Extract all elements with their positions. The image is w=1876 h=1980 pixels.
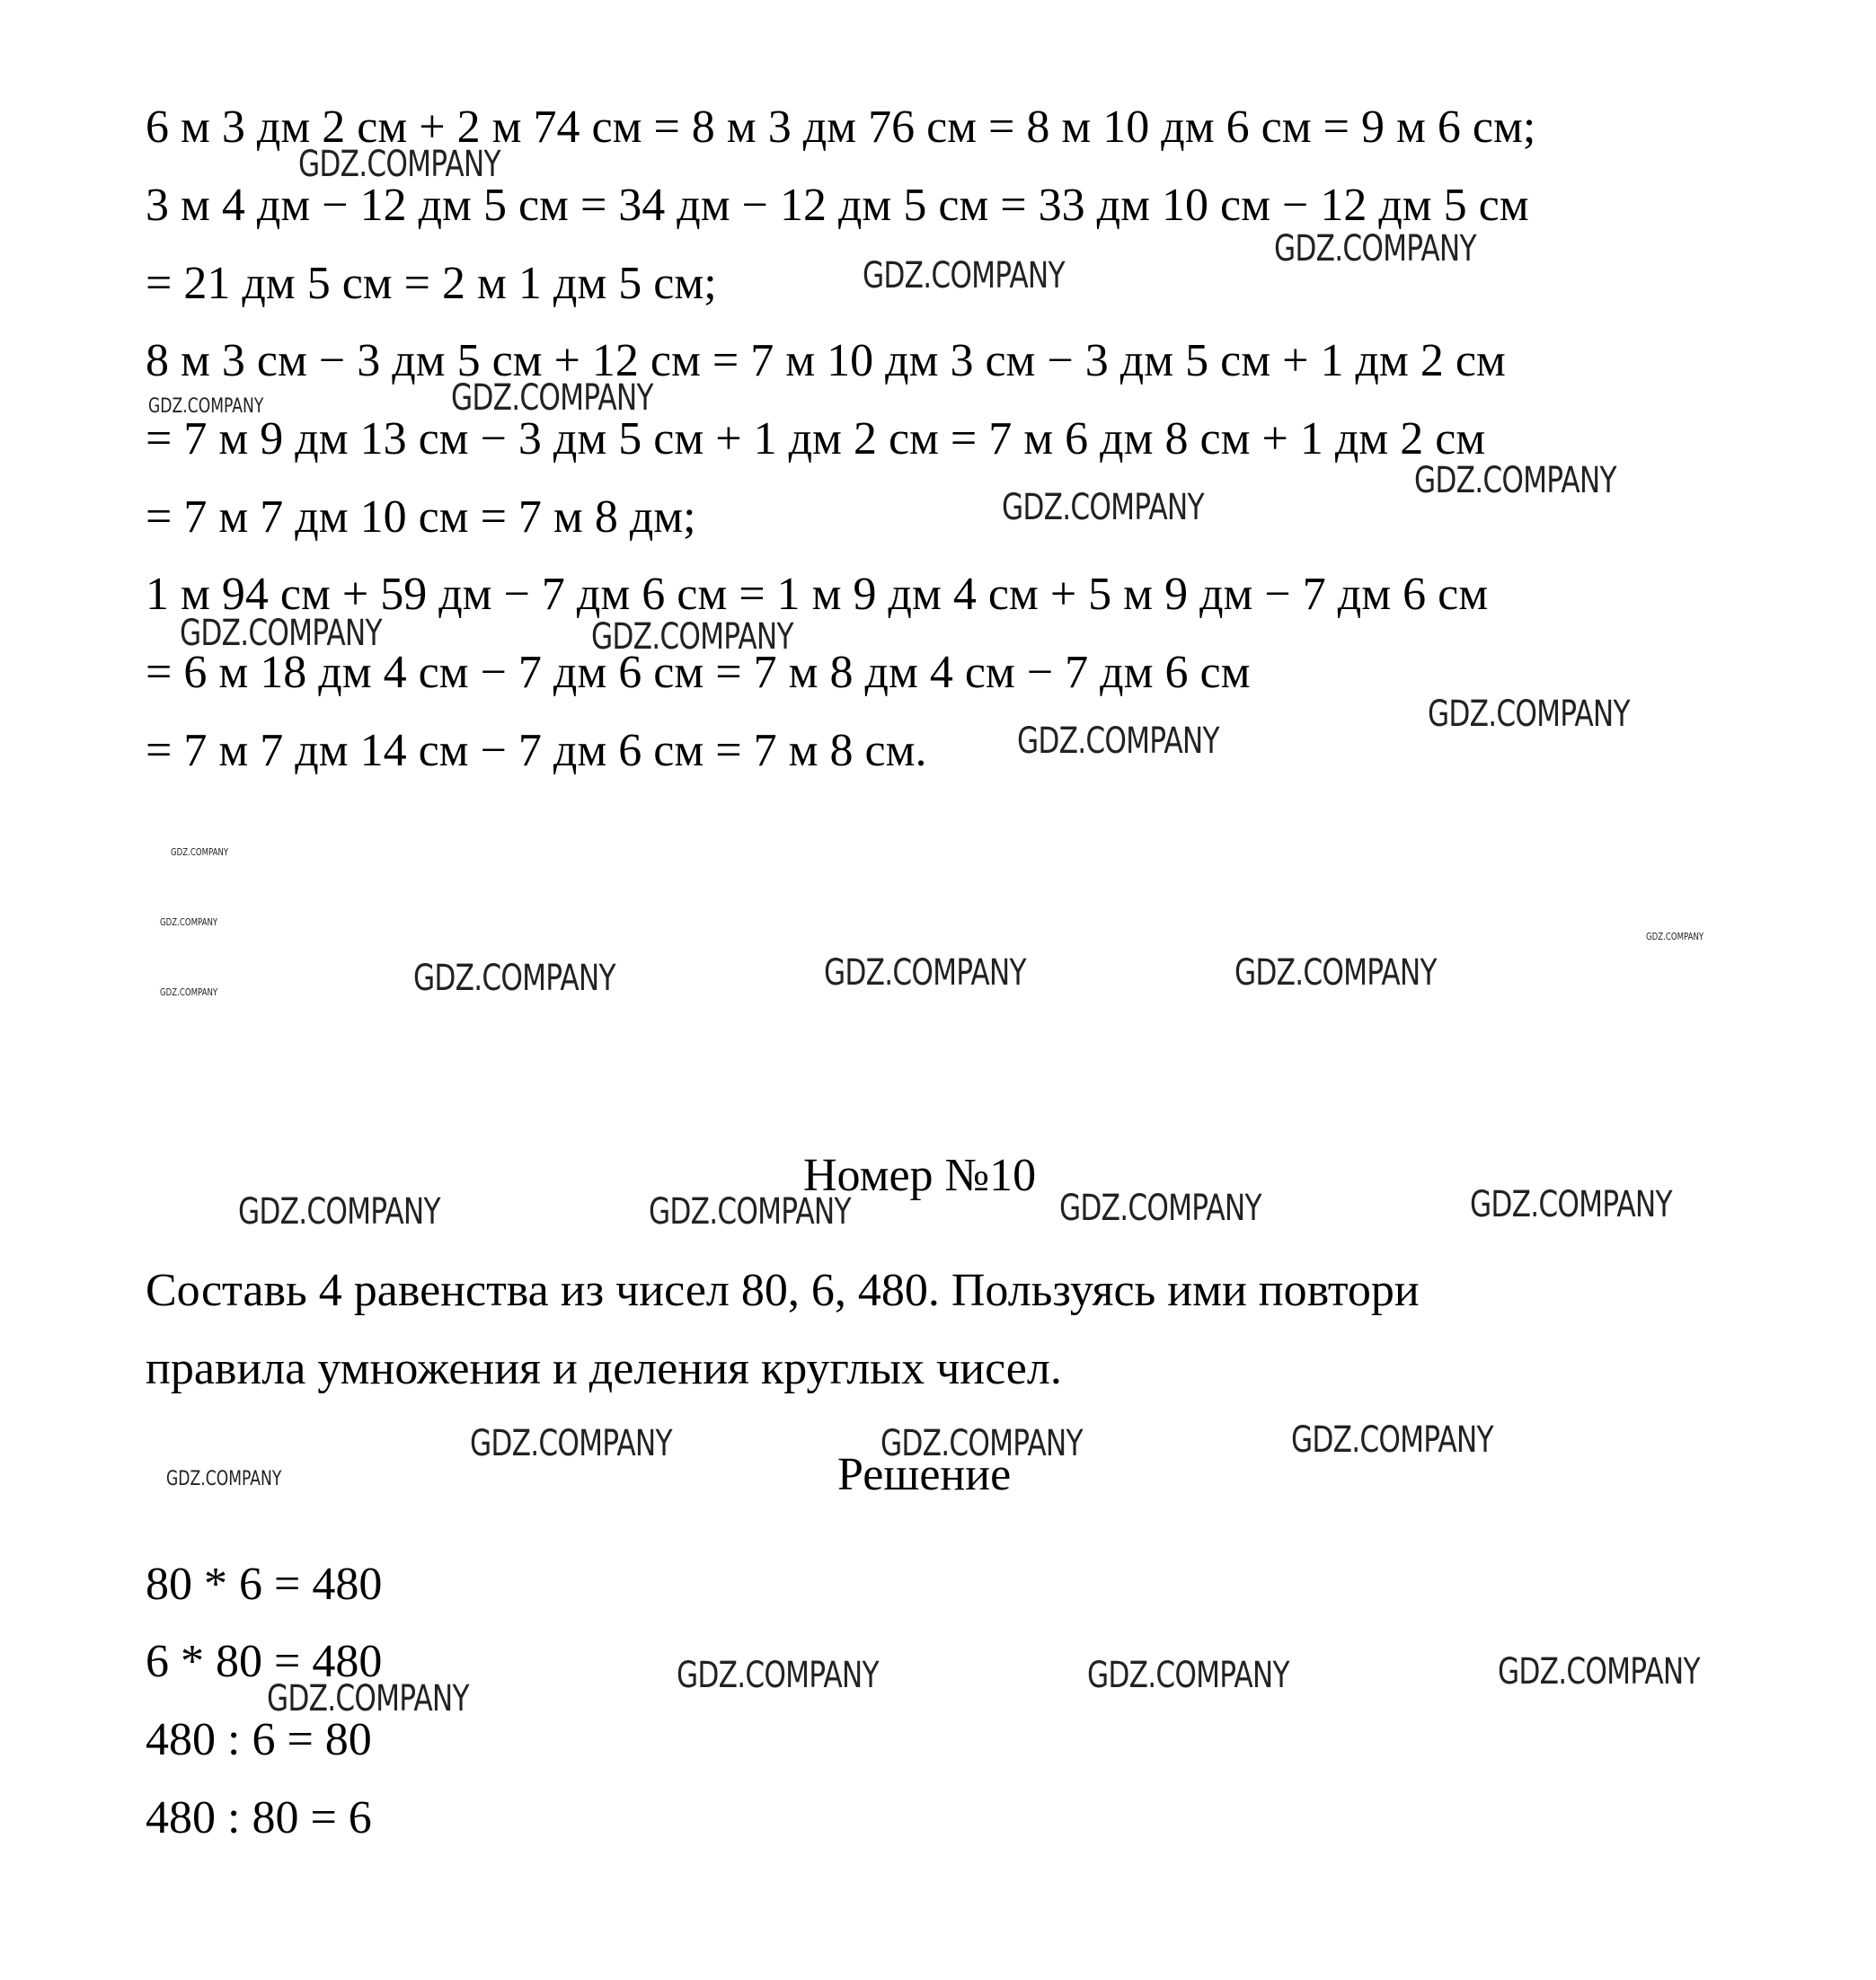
watermark: GDZ.COMPANY xyxy=(591,616,793,658)
watermark: GDZ.COMPANY xyxy=(1291,1419,1493,1461)
previous-solution-line: 1 м 94 см + 59 дм − 7 дм 6 см = 1 м 9 дм 4 см + 5 м 9 дм − 7 дм 6 см xyxy=(146,569,1489,620)
watermark: GDZ.COMPANY xyxy=(1414,460,1616,501)
previous-solution-line: = 7 м 7 дм 10 см = 7 м 8 дм; xyxy=(146,491,696,543)
watermark: GDZ.COMPANY xyxy=(824,952,1026,994)
watermark: GDZ.COMPANY xyxy=(451,377,653,419)
solution-line: 480 : 6 = 80 xyxy=(146,1714,372,1765)
previous-solution-line: 6 м 3 дм 2 см + 2 м 74 см = 8 м 3 дм 76 см = 8 м 10 дм 6 см = 9 м 6 см; xyxy=(146,102,1536,153)
watermark: GDZ.COMPANY xyxy=(148,395,264,418)
previous-solution-line: 3 м 4 дм − 12 дм 5 см = 34 дм − 12 дм 5 см = 33 дм 10 см − 12 дм 5 см xyxy=(146,180,1529,231)
watermark: GDZ.COMPANY xyxy=(1428,694,1630,735)
watermark: GDZ.COMPANY xyxy=(166,1468,282,1490)
watermark: GDZ.COMPANY xyxy=(1234,952,1437,994)
previous-solution-line: = 7 м 9 дм 13 см − 3 дм 5 см + 1 дм 2 см = 7 м 6 дм 8 см + 1 дм 2 см xyxy=(146,413,1486,464)
solution-heading: Решение xyxy=(837,1449,1012,1500)
watermark: GDZ.COMPANY xyxy=(1470,1184,1672,1225)
previous-solution-line: = 21 дм 5 см = 2 м 1 дм 5 см; xyxy=(146,258,717,309)
watermark: GDZ.COMPANY xyxy=(1646,931,1704,942)
watermark: GDZ.COMPANY xyxy=(267,1678,469,1719)
watermark: GDZ.COMPANY xyxy=(413,958,615,999)
watermark: GDZ.COMPANY xyxy=(1017,720,1219,762)
solution-line: 480 : 80 = 6 xyxy=(146,1792,372,1843)
watermark: GDZ.COMPANY xyxy=(1002,487,1204,528)
task-text-line: Составь 4 равенства из чисел 80, 6, 480. Пользуясь ими повтори xyxy=(146,1265,1420,1316)
task-text-line: правила умножения и деления круглых чисел. xyxy=(146,1343,1062,1394)
previous-solution-line: 8 м 3 см − 3 дм 5 см + 12 см = 7 м 10 дм 3 см − 3 дм 5 см + 1 дм 2 см xyxy=(146,335,1506,386)
watermark: GDZ.COMPANY xyxy=(238,1191,440,1233)
solution-line: 6 * 80 = 480 xyxy=(146,1636,383,1687)
watermark: GDZ.COMPANY xyxy=(298,144,500,185)
watermark: GDZ.COMPANY xyxy=(160,916,218,928)
task-heading: Номер №10 xyxy=(803,1150,1037,1201)
watermark: GDZ.COMPANY xyxy=(649,1191,851,1233)
watermark: GDZ.COMPANY xyxy=(863,255,1065,296)
watermark: GDZ.COMPANY xyxy=(470,1423,672,1464)
watermark: GDZ.COMPANY xyxy=(677,1655,879,1696)
watermark: GDZ.COMPANY xyxy=(1059,1188,1261,1229)
previous-solution-line: = 6 м 18 дм 4 см − 7 дм 6 см = 7 м 8 дм 4 см − 7 дм 6 см xyxy=(146,647,1251,698)
watermark: GDZ.COMPANY xyxy=(160,986,218,998)
solution-line: 80 * 6 = 480 xyxy=(146,1559,383,1610)
watermark: GDZ.COMPANY xyxy=(1087,1655,1289,1696)
watermark: GDZ.COMPANY xyxy=(180,613,382,654)
watermark: GDZ.COMPANY xyxy=(171,846,229,858)
previous-solution-line: = 7 м 7 дм 14 см − 7 дм 6 см = 7 м 8 см. xyxy=(146,725,927,776)
watermark: GDZ.COMPANY xyxy=(1274,228,1476,270)
watermark: GDZ.COMPANY xyxy=(1498,1651,1700,1693)
watermark: GDZ.COMPANY xyxy=(880,1423,1083,1464)
